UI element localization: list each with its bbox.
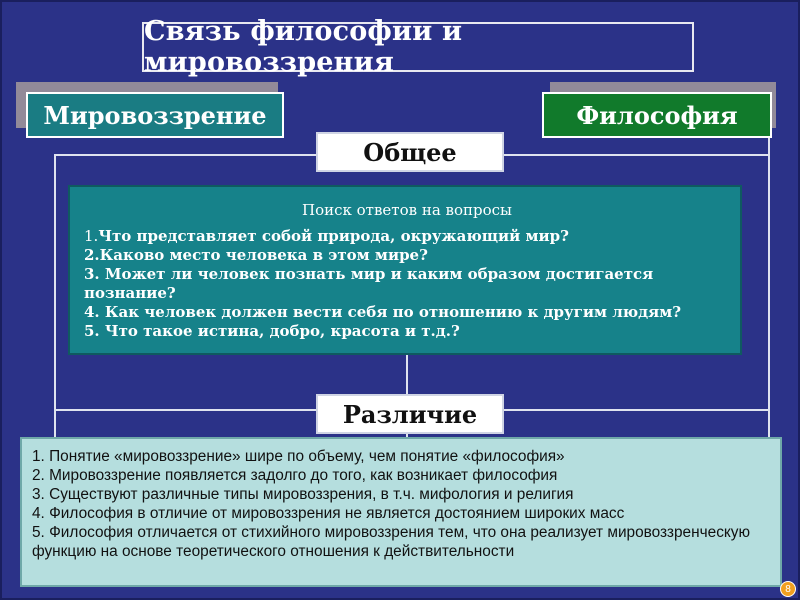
page-number-badge: 8 <box>780 581 796 597</box>
common-heading: Поиск ответов на вопросы <box>302 201 512 219</box>
common-item: 4. Как человек должен вести себя по отношению к другим людям? <box>84 303 682 321</box>
connector-line-right <box>768 138 770 444</box>
common-item: 5. Что такое истина, добро, красота и т.д.? <box>84 322 460 340</box>
common-panel <box>68 185 742 355</box>
difference-item: 3. Существуют различные типы мировоззрения, в т.ч. мифология и религия <box>32 486 574 503</box>
difference-item: 2. Мировоззрение появляется задолго до того, как возникает философия <box>32 467 558 484</box>
difference-item: 4. Философия в отличие от мировоззрения не является достоянием широких масс <box>32 505 625 522</box>
common-item: 3. Может ли человек познать мир и каким образом достигается познание? <box>84 265 654 302</box>
difference-label: Различие <box>316 394 504 434</box>
difference-panel <box>20 437 782 587</box>
philosophy-box: Философия <box>542 92 772 138</box>
common-label: Общее <box>316 132 504 172</box>
difference-item: 1. Понятие «мировоззрение» шире по объему, чем понятие «философия» <box>32 448 565 465</box>
difference-item: 5. Философия отличается от стихийного мировоззрения тем, что она реализует мировоззренческую функцию на основе теоретического отношения к действительности <box>32 524 751 560</box>
worldview-box: Мировоззрение <box>26 92 284 138</box>
common-item: 2.Каково место человека в этом мире? <box>84 246 428 264</box>
slide-title: Связь философии и мировоззрения <box>142 22 694 72</box>
connector-line-left <box>54 154 56 444</box>
common-item: 1.Что представляет собой природа, окружающий мир? <box>84 227 569 245</box>
